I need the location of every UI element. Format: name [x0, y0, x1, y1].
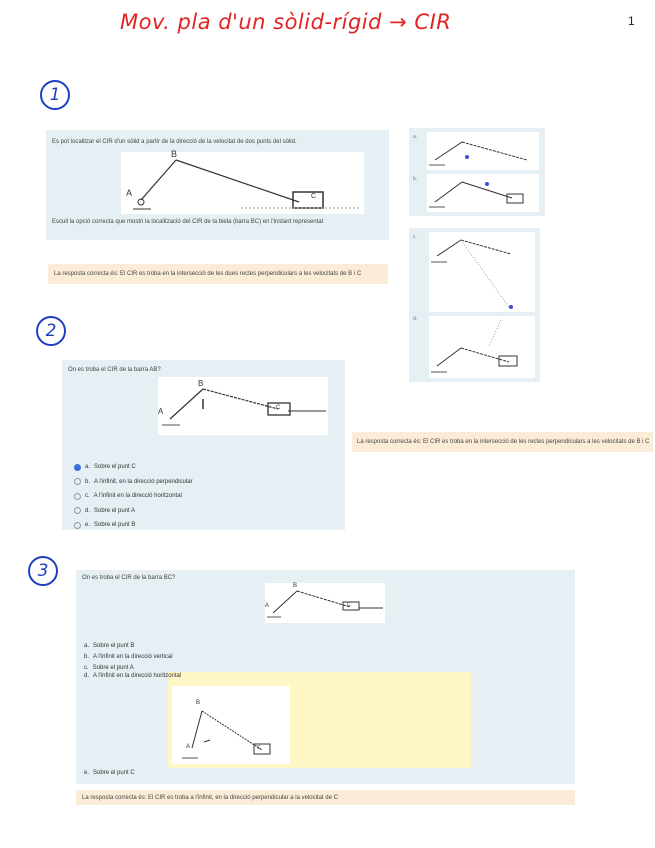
question-prompt: Escull la opció correcta que mostri la localització del CIR de la biela (barra BC) en l'instant representat [52, 219, 324, 225]
option-e[interactable] [74, 518, 334, 533]
radio[interactable] [74, 522, 81, 529]
feedback-text: La resposta correcta és: El CIR es troba a l'infinit, en la direcció perpendicular a la velocitat de C [82, 795, 338, 801]
option-b-label: b. [413, 176, 418, 182]
label-a: A [158, 407, 164, 416]
option-c-diagram [429, 232, 535, 312]
feedback-text: La resposta correcta és: El CIR es troba en la intersecció de les rectes perpendiculars a les velocitats de B i C [357, 439, 649, 445]
section-number-1: 1 [40, 80, 70, 110]
mechanism-diagram [158, 377, 328, 435]
option-label: A l'infinit en la direcció horitzontal [93, 493, 182, 500]
option-label: Sobre el punt B [93, 642, 135, 649]
label-c: C [311, 193, 317, 200]
options-list [84, 640, 384, 673]
option-d-figure [172, 686, 290, 764]
radio-selected[interactable] [74, 464, 81, 471]
page-number: 1 [628, 14, 635, 28]
option-a-diagram [427, 132, 539, 170]
side-figure-panel-1 [409, 128, 545, 216]
mechanism-figure [158, 377, 328, 435]
label-a: A [126, 188, 133, 198]
option-label: Sobre el punt A [92, 664, 134, 671]
option-b[interactable] [74, 475, 334, 490]
option-b[interactable] [84, 651, 384, 662]
question-intro: On es troba el CIR de la barra BC? [82, 575, 176, 581]
option-b-diagram [427, 174, 539, 212]
label-a: A [186, 744, 191, 750]
option-letter: e. [85, 522, 91, 529]
page-title: Mov. pla d'un sòlid-rígid → CIR [120, 10, 452, 34]
option-a[interactable] [74, 460, 334, 475]
option-figure-d[interactable] [429, 316, 535, 378]
question-intro: On es troba el CIR de la barra AB? [68, 367, 161, 373]
question-box-3 [76, 570, 575, 784]
option-letter: b. [85, 478, 91, 485]
section-number-2: 2 [36, 316, 66, 346]
option-letter: d. [84, 673, 90, 679]
feedback-box-1 [48, 264, 388, 284]
option-a[interactable] [84, 640, 384, 651]
option-e[interactable] [84, 770, 135, 776]
feedback-box-3 [76, 790, 575, 805]
mechanism-diagram [265, 583, 385, 623]
option-c[interactable] [74, 489, 334, 504]
option-figure-c[interactable] [429, 232, 535, 312]
highlighted-option-d[interactable] [84, 672, 471, 768]
option-d[interactable] [74, 504, 334, 519]
option-a-label: a. [413, 134, 418, 140]
option-label: A l'infinit en la direcció vertical [93, 653, 173, 660]
option-letter: c. [85, 493, 90, 500]
label-c: C [347, 602, 351, 608]
option-letter: a. [84, 642, 90, 649]
label-b: B [171, 149, 178, 159]
option-label: Sobre el punt B [94, 522, 136, 529]
option-label: A l'infinit en la direcció horitzontal [93, 673, 182, 679]
question-box-1 [46, 130, 389, 240]
option-label: Sobre el punt C [93, 770, 135, 776]
radio[interactable] [74, 493, 81, 500]
option-d-label: d. [413, 316, 418, 322]
option-figure-b[interactable] [427, 174, 539, 212]
option-label: Sobre el punt A [94, 507, 136, 514]
option-d-diagram [429, 316, 535, 378]
label-c: C [257, 745, 261, 751]
option-letter: c. [84, 664, 89, 671]
option-d [84, 673, 181, 679]
option-figure-a[interactable] [427, 132, 539, 170]
option-label: A l'infinit, en la direcció perpendicular [94, 478, 193, 485]
label-c: C [276, 405, 281, 411]
question-box-2 [62, 360, 345, 530]
label-a: A [265, 603, 270, 609]
option-letter: e. [84, 770, 90, 776]
section-number-3: 3 [28, 556, 58, 586]
option-label: Sobre el punt C [94, 464, 136, 471]
label-b: B [293, 583, 298, 589]
option-letter: a. [85, 464, 91, 471]
label-b: B [198, 379, 204, 388]
side-figure-panel-2 [409, 228, 540, 382]
feedback-box-2 [352, 432, 653, 452]
mechanism-figure [121, 149, 364, 214]
option-letter: d. [85, 507, 91, 514]
options-list [74, 460, 334, 533]
mechanism-diagram [121, 152, 364, 214]
radio[interactable] [74, 478, 81, 485]
feedback-text: La resposta correcta és: El CIR es troba en la intersecció de les dues rectes perpendiculars a les velocitats de B i C [54, 271, 362, 277]
mechanism-figure [265, 583, 385, 623]
question-intro: Es pot localitzar el CIR d'un sòlid a partir de la direcció de la velocitat de dos punts del sòlid. [52, 139, 297, 145]
option-letter: b. [84, 653, 90, 660]
option-c-label: c. [413, 234, 417, 240]
label-b: B [196, 700, 201, 706]
radio[interactable] [74, 507, 81, 514]
option-d-diagram [172, 686, 290, 764]
